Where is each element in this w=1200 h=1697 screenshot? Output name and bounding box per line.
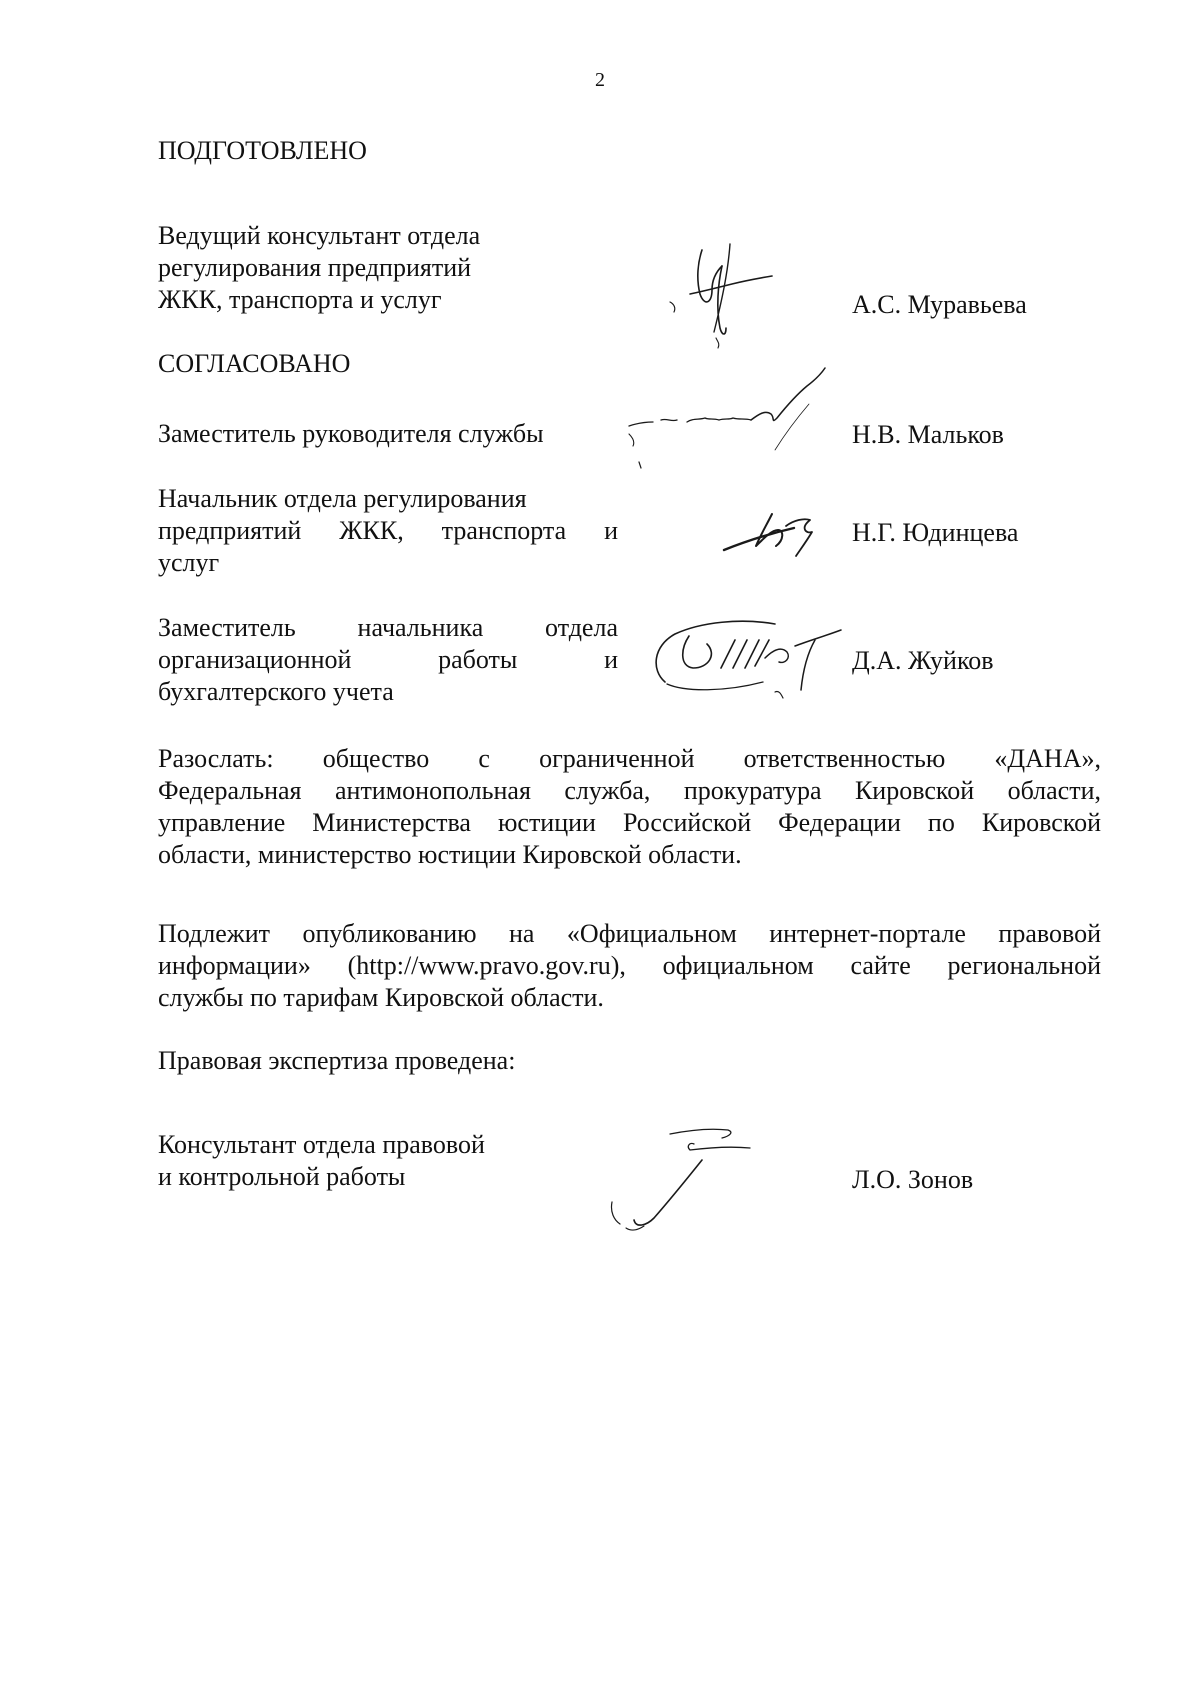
paragraph-line: области, министерство юстиции Кировской области. <box>158 840 742 869</box>
publication-paragraph <box>158 918 1101 1014</box>
signature-zhuikov <box>645 610 855 710</box>
agreed-position-2 <box>158 483 618 579</box>
prepared-position <box>158 220 618 316</box>
position-line: Заместитель руководителя службы <box>158 419 544 448</box>
signature-muravyeva <box>660 232 800 352</box>
signature-zonov <box>610 1120 790 1240</box>
paragraph-line: информации» (http://www.pravo.gov.ru), официальном сайте региональной <box>158 951 1101 980</box>
signature-malkov <box>625 360 855 470</box>
position-line: бухгалтерского учета <box>158 677 394 706</box>
position-line: ЖКК, транспорта и услуг <box>158 285 442 314</box>
signatory-name: Н.Г. Юдинцева <box>852 518 1019 547</box>
position-line: организационной работы и <box>158 645 618 674</box>
agreed-position-3 <box>158 612 618 708</box>
signatory-name: Д.А. Жуйков <box>852 646 994 675</box>
distribution-paragraph <box>158 743 1101 871</box>
legal-review-text: Правовая экспертиза проведена: <box>158 1046 516 1075</box>
position-line: Консультант отдела правовой <box>158 1130 485 1159</box>
paragraph-line: службы по тарифам Кировской области. <box>158 983 604 1012</box>
position-line: предприятий ЖКК, транспорта и <box>158 516 618 545</box>
signatory-name: Л.О. Зонов <box>852 1165 974 1194</box>
paragraph-line: Разослать: общество с ограниченной ответственностью «ДАНА», <box>158 744 1101 773</box>
prepared-heading: ПОДГОТОВЛЕНО <box>158 136 367 165</box>
position-line: Ведущий консультант отдела <box>158 221 481 250</box>
position-line: и контрольной работы <box>158 1162 406 1191</box>
paragraph-line: управление Министерства юстиции Российской Федерации по Кировской <box>158 808 1101 837</box>
signature-yudintseva <box>720 500 835 560</box>
paragraph-line: Федеральная антимонопольная служба, прокуратура Кировской области, <box>158 776 1101 805</box>
position-line: регулирования предприятий <box>158 253 472 282</box>
page-number: 2 <box>595 69 605 91</box>
agreed-heading: СОГЛАСОВАНО <box>158 349 351 378</box>
legal-review-position <box>158 1129 618 1193</box>
signatory-name: Н.В. Мальков <box>852 420 1004 449</box>
paragraph-line: Подлежит опубликованию на «Официальном интернет-портале правовой <box>158 919 1101 948</box>
position-line: Начальник отдела регулирования <box>158 484 527 513</box>
position-line: Заместитель начальника отдела <box>158 613 618 642</box>
signatory-name: А.С. Муравьева <box>852 290 1027 319</box>
position-line: услуг <box>158 548 220 577</box>
